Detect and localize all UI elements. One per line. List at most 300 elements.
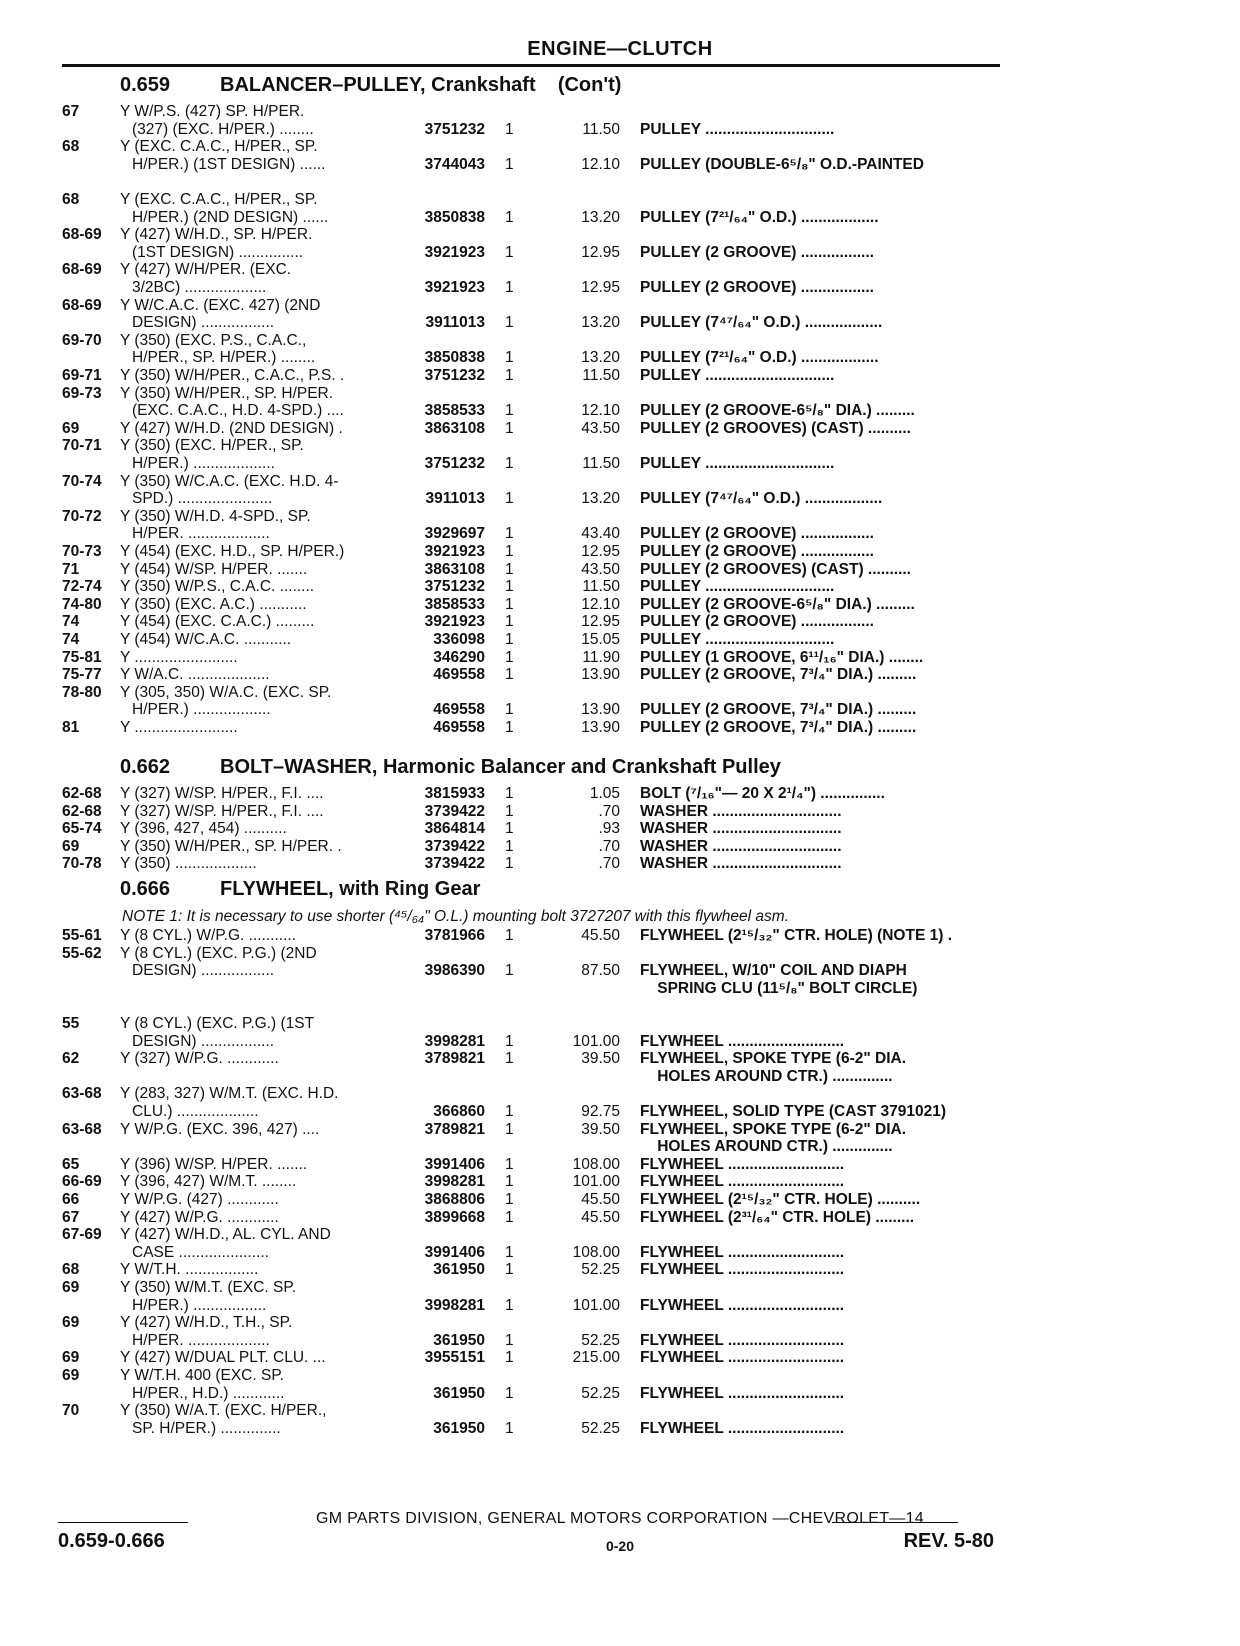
quantity: 1 <box>505 243 514 261</box>
price: 13.20 <box>581 208 620 226</box>
item-name: FLYWHEEL ........................... <box>640 1032 845 1050</box>
application-desc: Y (350) W/A.T. (EXC. H/PER., <box>120 1402 327 1420</box>
quantity: 1 <box>505 1349 514 1367</box>
table-row-line <box>0 454 1240 473</box>
application-desc: Y W/C.A.C. (EXC. 427) (2ND <box>120 296 321 314</box>
part-number: 3739422 <box>424 855 485 873</box>
application-desc: Y (396) W/SP. H/PER. ....... <box>120 1155 308 1173</box>
application-desc: Y (427) W/DUAL PLT. CLU. ... <box>120 1349 326 1367</box>
item-name: PULLEY (DOUBLE-6⁵/₈" O.D.-PAINTED <box>640 155 924 173</box>
application-desc: Y (427) W/H.D., AL. CYL. AND <box>120 1226 331 1244</box>
application-desc: Y (396, 427) W/M.T. ........ <box>120 1173 297 1191</box>
table-row-line <box>0 507 1240 526</box>
model-years: 69 <box>62 837 80 855</box>
item-name: FLYWHEEL ........................... <box>640 1349 845 1367</box>
part-number: 3864814 <box>424 820 485 838</box>
part-number: 3921923 <box>424 243 485 261</box>
table-row-line <box>0 718 1240 737</box>
model-years: 72-74 <box>62 578 102 596</box>
part-number: 469558 <box>433 666 485 684</box>
model-years: 69 <box>62 419 80 437</box>
application-desc: H/PER.) (1ST DESIGN) ...... <box>132 155 326 173</box>
part-number: 3850838 <box>424 208 485 226</box>
section-heading <box>120 74 621 97</box>
table-row-line <box>0 401 1240 420</box>
quantity: 1 <box>505 560 514 578</box>
quantity: 1 <box>505 613 514 631</box>
application-desc: Y W/T.H. 400 (EXC. SP. <box>120 1367 284 1384</box>
price: 52.25 <box>581 1261 620 1279</box>
table-row-line <box>0 784 1240 803</box>
quantity: 1 <box>505 490 514 508</box>
application-desc: Y (350) W/M.T. (EXC. SP. <box>120 1279 297 1296</box>
price: 12.95 <box>581 543 620 560</box>
application-desc: H/PER. ................... <box>132 525 270 543</box>
part-number: 3998281 <box>424 1296 485 1314</box>
table-row-line <box>0 1102 1240 1121</box>
quantity: 1 <box>505 1103 514 1120</box>
price: 101.00 <box>572 1296 620 1314</box>
application-desc: Y (8 CYL.) (EXC. P.G.) (2ND <box>120 944 317 962</box>
table-row-line <box>0 1260 1240 1279</box>
price: 52.25 <box>581 1331 620 1349</box>
application-desc: Y (350) W/H/PER., SP. H/PER. <box>120 384 334 402</box>
footer-page-number: 0-20 <box>605 1538 635 1554</box>
price: 108.00 <box>572 1155 620 1173</box>
application-desc: (EXC. C.A.C., H.D. 4-SPD.) .... <box>132 402 344 420</box>
model-years: 62-68 <box>62 802 102 820</box>
item-name: FLYWHEEL (2³¹/₆₄" CTR. HOLE) ......... <box>640 1208 915 1226</box>
part-number: 3991406 <box>424 1155 485 1173</box>
model-years: 55-61 <box>62 927 102 944</box>
part-number: 3863108 <box>424 560 485 578</box>
part-number: 3868806 <box>424 1191 485 1208</box>
model-years: 63-68 <box>62 1085 102 1103</box>
model-years: 74 <box>62 613 80 631</box>
part-number: 336098 <box>433 631 485 648</box>
model-years: 68-69 <box>62 296 102 314</box>
table-row-line <box>0 542 1240 561</box>
item-name: PULLEY (7⁴⁷/₆₄" O.D.) .................. <box>640 490 883 508</box>
section-note: NOTE 1: It is necessary to use shorter (⁴⁵/₆₄" O.L.) mounting bolt 3727207 with this flywheel asm. <box>122 908 789 925</box>
part-number: 3858533 <box>424 402 485 420</box>
table-row-line <box>0 296 1240 315</box>
model-years: 69 <box>62 1367 80 1384</box>
price: 12.10 <box>581 402 620 420</box>
part-number: 346290 <box>433 648 485 666</box>
quantity: 1 <box>505 631 514 648</box>
application-desc: Y (283, 327) W/M.T. (EXC. H.D. <box>120 1085 339 1103</box>
model-years: 74-80 <box>62 595 102 613</box>
application-desc: H/PER., H.D.) ............ <box>132 1384 285 1402</box>
application-desc: Y (454) W/C.A.C. ........... <box>120 631 292 648</box>
table-row-line <box>0 700 1240 719</box>
table-row-line <box>0 1172 1240 1191</box>
item-name: FLYWHEEL ........................... <box>640 1419 845 1437</box>
item-name: WASHER .............................. <box>640 837 842 855</box>
part-number: 469558 <box>433 701 485 719</box>
quantity: 1 <box>505 820 514 838</box>
application-desc: Y (350) W/C.A.C. (EXC. H.D. 4- <box>120 472 339 490</box>
model-years: 78-80 <box>62 683 102 701</box>
model-years: 68-69 <box>62 226 102 244</box>
section-number: 0.659 <box>120 74 171 96</box>
application-desc: Y (427) W/P.G. ............ <box>120 1208 279 1226</box>
table-row-line <box>0 1208 1240 1227</box>
quantity: 1 <box>505 666 514 684</box>
item-name: PULLEY .............................. <box>640 578 835 596</box>
table-row-line <box>0 612 1240 631</box>
model-years: 62-68 <box>62 785 102 802</box>
application-desc: CLU.) ................... <box>132 1103 259 1120</box>
application-desc: Y (396, 427, 454) .......... <box>120 820 287 838</box>
quantity: 1 <box>505 1419 514 1437</box>
table-row-line <box>0 854 1240 873</box>
price: 12.95 <box>581 243 620 261</box>
item-name: PULLEY .............................. <box>640 120 835 138</box>
part-number: 361950 <box>433 1419 485 1437</box>
table-row-line <box>0 1366 1240 1385</box>
part-number: 3781966 <box>424 927 485 944</box>
model-years: 65-74 <box>62 820 102 838</box>
section-number: 0.666 <box>120 878 171 900</box>
item-name: PULLEY (2 GROOVE) ................. <box>640 243 874 261</box>
footer-publisher: GM PARTS DIVISION, GENERAL MOTORS CORPORATION —CHEVROLET—14 <box>315 1510 925 1527</box>
part-number: 3911013 <box>425 490 485 508</box>
part-number: 3751232 <box>424 367 485 384</box>
table-row-line <box>0 1348 1240 1367</box>
quantity: 1 <box>505 1120 514 1138</box>
item-name: WASHER .............................. <box>640 820 842 838</box>
application-desc: Y (350) (EXC. H/PER., SP. <box>120 437 304 455</box>
item-name: PULLEY (2 GROOVE) ................. <box>640 279 874 296</box>
section-number: 0.662 <box>120 756 171 778</box>
price: 45.50 <box>581 1191 620 1208</box>
table-row-line <box>0 1384 1240 1403</box>
item-name: FLYWHEEL ........................... <box>640 1243 845 1261</box>
price: 52.25 <box>581 1384 620 1402</box>
table-row-line <box>0 1243 1240 1262</box>
part-number: 361950 <box>433 1384 485 1402</box>
model-years: 69 <box>62 1349 80 1367</box>
table-row-line <box>0 1137 1240 1156</box>
table-row-line <box>0 1014 1240 1033</box>
price: .93 <box>598 820 620 838</box>
price: .70 <box>598 802 620 820</box>
item-name: PULLEY .............................. <box>640 367 835 384</box>
quantity: 1 <box>505 1243 514 1261</box>
application-desc: Y (EXC. C.A.C., H/PER., SP. <box>120 138 318 156</box>
price: 52.25 <box>581 1419 620 1437</box>
table-row-line <box>0 243 1240 262</box>
part-number: 3921923 <box>424 543 485 560</box>
table-row-line <box>0 472 1240 491</box>
model-years: 69 <box>62 1314 80 1332</box>
section-title: BOLT–WASHER, Harmonic Balancer and Crankshaft Pulley <box>220 756 781 778</box>
item-name: PULLEY (2 GROOVE) ................. <box>640 613 874 631</box>
table-row-line <box>0 1190 1240 1209</box>
part-number: 3955151 <box>424 1349 485 1367</box>
application-desc: DESIGN) ................. <box>132 314 275 332</box>
application-desc: Y (454) W/SP. H/PER. ....... <box>120 560 308 578</box>
quantity: 1 <box>505 1173 514 1191</box>
application-desc: Y ........................ <box>120 648 238 666</box>
table-row-line <box>0 1067 1240 1086</box>
quantity: 1 <box>505 120 514 138</box>
application-desc: Y W/T.H. ................. <box>120 1261 259 1279</box>
price: 101.00 <box>572 1173 620 1191</box>
application-desc: Y W/P.G. (EXC. 396, 427) .... <box>120 1120 320 1138</box>
application-desc: Y (427) W/H.D. (2ND DESIGN) . <box>120 419 343 437</box>
model-years: 74 <box>62 631 80 648</box>
section-title: FLYWHEEL, with Ring Gear <box>220 878 481 900</box>
quantity: 1 <box>505 701 514 719</box>
section-title: BALANCER–PULLEY, Crankshaft (Con't) <box>220 74 622 96</box>
application-desc: Y (427) W/H/PER. (EXC. <box>120 261 292 279</box>
item-name: HOLES AROUND CTR.) .............. <box>640 1138 893 1156</box>
table-row-line <box>0 630 1240 649</box>
quantity: 1 <box>505 349 514 367</box>
part-number: 3789821 <box>424 1050 485 1068</box>
part-number: 3739422 <box>424 837 485 855</box>
application-desc: Y (454) (EXC. H.D., SP. H/PER.) <box>120 543 345 560</box>
quantity: 1 <box>505 802 514 820</box>
price: .70 <box>598 837 620 855</box>
part-number: 366860 <box>433 1103 485 1120</box>
table-row-line <box>0 278 1240 297</box>
model-years: 68 <box>62 1261 80 1279</box>
application-desc: Y W/P.G. (427) ............ <box>120 1191 279 1208</box>
price: 39.50 <box>581 1120 620 1138</box>
price: 215.00 <box>572 1349 620 1367</box>
item-name: FLYWHEEL ........................... <box>640 1155 845 1173</box>
quantity: 1 <box>505 1032 514 1050</box>
price: 13.90 <box>581 701 620 719</box>
quantity: 1 <box>505 155 514 173</box>
quantity: 1 <box>505 314 514 332</box>
item-name: PULLEY (7²¹/₆₄" O.D.) .................. <box>640 349 879 367</box>
quantity: 1 <box>505 595 514 613</box>
model-years: 66 <box>62 1191 80 1208</box>
application-desc: Y (427) W/H.D., SP. H/PER. <box>120 226 313 244</box>
model-years: 68-69 <box>62 261 102 279</box>
item-name: FLYWHEEL (2¹⁵/₃₂" CTR. HOLE) (NOTE 1) . <box>640 927 952 944</box>
application-desc: H/PER.) ................. <box>132 1296 267 1314</box>
model-years: 69-73 <box>62 384 102 402</box>
model-years: 70 <box>62 1402 80 1420</box>
quantity: 1 <box>505 367 514 384</box>
table-row-line <box>0 102 1240 121</box>
table-row-line <box>0 366 1240 385</box>
model-years: 70-78 <box>62 855 102 873</box>
item-name: SPRING CLU (11⁵/₈" BOLT CIRCLE) <box>640 979 918 997</box>
quantity: 1 <box>505 208 514 226</box>
item-name: FLYWHEEL ........................... <box>640 1296 845 1314</box>
item-name: WASHER .............................. <box>640 802 842 820</box>
part-number: 3863108 <box>424 419 485 437</box>
price: 11.50 <box>582 455 620 472</box>
price: 13.20 <box>581 314 620 332</box>
price: 11.50 <box>582 367 620 384</box>
item-name: FLYWHEEL, SPOKE TYPE (6-2" DIA. <box>640 1050 907 1068</box>
application-desc: H/PER.) .................. <box>132 701 271 719</box>
model-years: 75-77 <box>62 666 102 684</box>
item-name: PULLEY (2 GROOVES) (CAST) .......... <box>640 419 911 437</box>
quantity: 1 <box>505 402 514 420</box>
table-row-line <box>0 348 1240 367</box>
part-number: 469558 <box>433 719 485 736</box>
item-name: FLYWHEEL ........................... <box>640 1261 845 1279</box>
application-desc: Y (8 CYL.) (EXC. P.G.) (1ST <box>120 1015 315 1032</box>
model-years: 70-73 <box>62 543 102 560</box>
table-row-line <box>0 1049 1240 1068</box>
table-row-line <box>0 577 1240 596</box>
application-desc: (327) (EXC. H/PER.) ........ <box>132 120 314 138</box>
quantity: 1 <box>505 279 514 296</box>
part-number: 361950 <box>433 1261 485 1279</box>
price: .70 <box>598 855 620 873</box>
table-row-line <box>0 260 1240 279</box>
table-row-line <box>0 225 1240 244</box>
section-heading <box>120 878 480 901</box>
application-desc: (1ST DESIGN) ............... <box>132 243 304 261</box>
item-name: WASHER .............................. <box>640 855 842 873</box>
model-years: 55 <box>62 1015 80 1032</box>
item-name: FLYWHEEL (2¹⁵/₃₂" CTR. HOLE) .......... <box>640 1191 921 1208</box>
price: 45.50 <box>581 1208 620 1226</box>
price: 12.10 <box>581 155 620 173</box>
model-years: 55-62 <box>62 944 102 962</box>
item-name: FLYWHEEL, SOLID TYPE (CAST 3791021) <box>640 1103 947 1120</box>
model-years: 63-68 <box>62 1120 102 1138</box>
application-desc: Y (350) (EXC. A.C.) ........... <box>120 595 307 613</box>
part-number: 3911013 <box>425 314 485 332</box>
table-row-line <box>0 208 1240 227</box>
quantity: 1 <box>505 578 514 596</box>
quantity: 1 <box>505 1296 514 1314</box>
item-name: PULLEY (1 GROOVE, 6¹¹/₁₆" DIA.) ........ <box>640 648 924 666</box>
price: 11.50 <box>582 578 620 596</box>
quantity: 1 <box>505 455 514 472</box>
table-row-line <box>0 961 1240 980</box>
item-name: PULLEY (2 GROOVE, 7³/₄" DIA.) ......... <box>640 719 917 736</box>
part-number: 3850838 <box>424 349 485 367</box>
price: 87.50 <box>581 962 620 980</box>
table-row-line <box>0 979 1240 998</box>
quantity: 1 <box>505 1050 514 1068</box>
application-desc: Y (350) W/H.D. 4-SPD., SP. <box>120 507 311 525</box>
application-desc: Y ........................ <box>120 719 238 736</box>
item-name: PULLEY .............................. <box>640 455 835 472</box>
table-row-line <box>0 137 1240 156</box>
model-years: 67 <box>62 1208 80 1226</box>
price: 43.50 <box>581 419 620 437</box>
quantity: 1 <box>505 419 514 437</box>
item-name: PULLEY (2 GROOVE) ................. <box>640 543 874 560</box>
table-row-line <box>0 419 1240 438</box>
item-name: PULLEY .............................. <box>640 631 835 648</box>
price: 13.90 <box>581 666 620 684</box>
quantity: 1 <box>505 648 514 666</box>
application-desc: Y (350) W/H/PER., C.A.C., P.S. . <box>120 367 345 384</box>
table-row-line <box>0 1155 1240 1174</box>
table-row-line <box>0 1419 1240 1438</box>
table-row-line <box>0 384 1240 403</box>
part-number: 3921923 <box>424 279 485 296</box>
table-row-line <box>0 1296 1240 1315</box>
application-desc: Y (350) W/H/PER., SP. H/PER. . <box>120 837 342 855</box>
model-years: 62 <box>62 1050 80 1068</box>
model-years: 69 <box>62 1279 80 1296</box>
item-name: PULLEY (2 GROOVE, 7³/₄" DIA.) ......... <box>640 701 917 719</box>
footer-revision: REV. 5-80 <box>903 1530 994 1552</box>
part-number: 361950 <box>433 1331 485 1349</box>
model-years: 67 <box>62 103 80 120</box>
application-desc: SP. H/PER.) .............. <box>132 1419 281 1437</box>
part-number: 3929697 <box>424 525 485 543</box>
table-row-line <box>0 436 1240 455</box>
model-years: 65 <box>62 1155 80 1173</box>
table-row-line <box>0 190 1240 209</box>
table-row-line <box>0 1120 1240 1139</box>
table-row-line <box>0 560 1240 579</box>
application-desc: Y (327) W/P.G. ............ <box>120 1050 279 1068</box>
item-name: FLYWHEEL ........................... <box>640 1384 845 1402</box>
table-row-line <box>0 1401 1240 1420</box>
part-number: 3751232 <box>424 455 485 472</box>
part-number: 3751232 <box>424 120 485 138</box>
application-desc: H/PER.) ................... <box>132 455 275 472</box>
application-desc: DESIGN) ................. <box>132 1032 275 1050</box>
application-desc: Y W/A.C. ................... <box>120 666 270 684</box>
quantity: 1 <box>505 1191 514 1208</box>
section-heading <box>120 756 781 779</box>
application-desc: DESIGN) ................. <box>132 962 275 980</box>
table-row-line <box>0 313 1240 332</box>
part-number: 3998281 <box>424 1032 485 1050</box>
part-number: 3858533 <box>424 595 485 613</box>
table-row-line <box>0 155 1240 174</box>
item-name: FLYWHEEL ........................... <box>640 1173 845 1191</box>
quantity: 1 <box>505 785 514 802</box>
table-row-line <box>0 524 1240 543</box>
part-number: 3986390 <box>424 962 485 980</box>
part-number: 3815933 <box>424 785 485 802</box>
header-rule <box>62 64 1000 67</box>
price: 11.50 <box>582 120 620 138</box>
application-desc: Y W/P.S. (427) SP. H/PER. <box>120 103 305 120</box>
application-desc: Y (305, 350) W/A.C. (EXC. SP. <box>120 683 332 701</box>
quantity: 1 <box>505 962 514 980</box>
table-row-line <box>0 1032 1240 1051</box>
quantity: 1 <box>505 543 514 560</box>
model-years: 68 <box>62 191 80 208</box>
footer-group-range: 0.659-0.666 <box>58 1530 165 1552</box>
price: 45.50 <box>581 927 620 944</box>
table-row-line <box>0 1225 1240 1244</box>
table-row-line <box>0 489 1240 508</box>
quantity: 1 <box>505 1384 514 1402</box>
part-number: 3751232 <box>424 578 485 596</box>
application-desc: Y (350) ................... <box>120 855 257 873</box>
item-name: FLYWHEEL, W/10" COIL AND DIAPH <box>640 962 907 980</box>
part-number: 3739422 <box>424 802 485 820</box>
quantity: 1 <box>505 837 514 855</box>
table-row-line <box>0 1278 1240 1297</box>
part-number: 3998281 <box>424 1173 485 1191</box>
price: 13.20 <box>581 349 620 367</box>
table-row-line <box>0 595 1240 614</box>
